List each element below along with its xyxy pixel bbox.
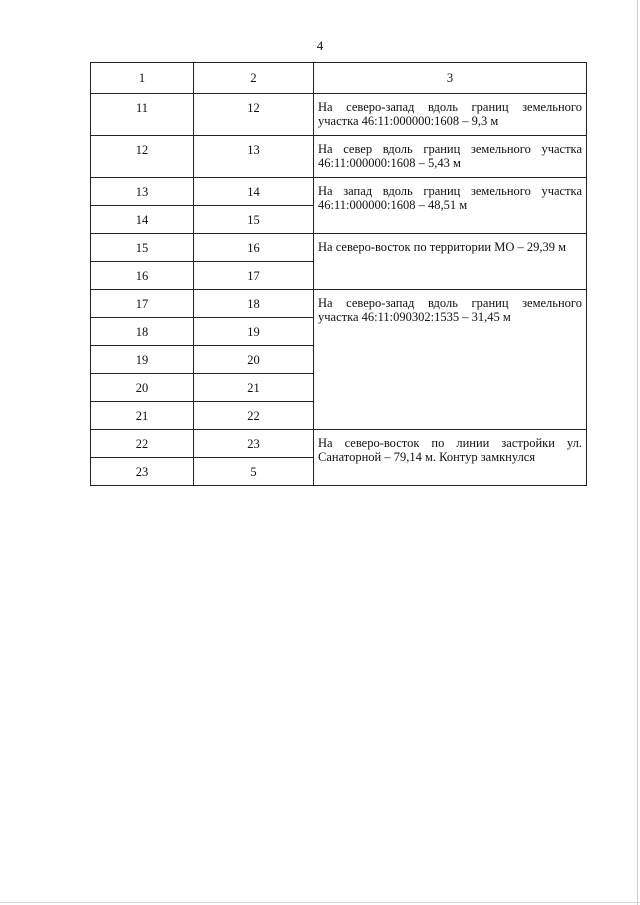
point-to: 12: [194, 94, 314, 136]
point-from: 18: [91, 318, 194, 346]
segment-description: На северо-восток по линии застройки ул. Санаторной – 79,14 м. Контур замкнулся: [314, 430, 587, 486]
page-number: 4: [316, 38, 324, 53]
boundary-table: [90, 62, 587, 486]
page-edge-right: [637, 0, 638, 905]
table-row: [91, 290, 587, 318]
point-to: 21: [194, 374, 314, 402]
point-from: 19: [91, 346, 194, 374]
point-to: 17: [194, 262, 314, 290]
point-from: 23: [91, 458, 194, 486]
point-to: 19: [194, 318, 314, 346]
page-edge-bottom: [0, 902, 640, 903]
point-from: 22: [91, 430, 194, 458]
point-to: 20: [194, 346, 314, 374]
point-to: 14: [194, 178, 314, 206]
segment-description: На запад вдоль границ земельного участка 46:11:000000:1608 – 48,51 м: [314, 178, 587, 234]
point-from: 11: [91, 94, 194, 136]
point-from: 21: [91, 402, 194, 430]
point-from: 15: [91, 234, 194, 262]
point-to: 18: [194, 290, 314, 318]
point-to: 15: [194, 206, 314, 234]
point-from: 17: [91, 290, 194, 318]
point-from: 14: [91, 206, 194, 234]
column-header-3: 3: [314, 63, 587, 94]
segment-description: На северо-восток по территории МО – 29,39 м: [314, 234, 587, 290]
table-row: [91, 136, 587, 178]
point-from: 13: [91, 178, 194, 206]
table-row: [91, 94, 587, 136]
column-header-2: 2: [194, 63, 314, 94]
point-to: 23: [194, 430, 314, 458]
point-to: 22: [194, 402, 314, 430]
point-to: 5: [194, 458, 314, 486]
segment-description: На север вдоль границ земельного участка 46:11:000000:1608 – 5,43 м: [314, 136, 587, 178]
table-row: [91, 430, 587, 458]
table-row: [91, 234, 587, 262]
point-from: 16: [91, 262, 194, 290]
point-from: 20: [91, 374, 194, 402]
column-header-1: 1: [91, 63, 194, 94]
table-row: [91, 178, 587, 206]
segment-description: На северо-запад вдоль границ земельного участка 46:11:000000:1608 – 9,3 м: [314, 94, 587, 136]
point-from: 12: [91, 136, 194, 178]
point-to: 16: [194, 234, 314, 262]
point-to: 13: [194, 136, 314, 178]
segment-description: На северо-запад вдоль границ земельного участка 46:11:090302:1535 – 31,45 м: [314, 290, 587, 430]
table-header-row: [91, 63, 587, 94]
